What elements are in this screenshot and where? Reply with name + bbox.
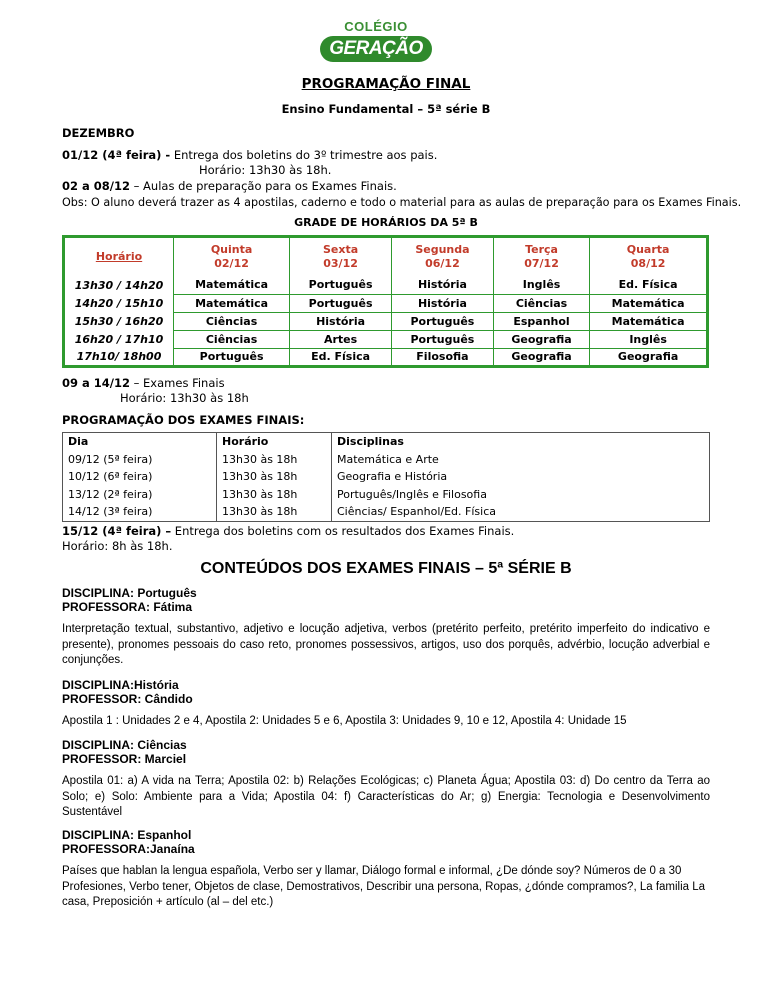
exams-period-line: 09 a 14/12 – Exames Finais bbox=[62, 376, 225, 390]
discipline-name: DISCIPLINA: Espanhol bbox=[62, 828, 192, 842]
exams-period-hours: Horário: 13h30 às 18h bbox=[120, 391, 249, 405]
schedule-header-day: Terça 07/12 bbox=[493, 237, 589, 277]
exams-subjects: Geografia e História bbox=[332, 468, 710, 486]
schedule-cell: Matemática bbox=[174, 295, 290, 313]
schedule-cell: Português bbox=[392, 313, 494, 331]
schedule-cell: Ciências bbox=[174, 331, 290, 349]
teacher-name: PROFESSOR: Cândido bbox=[62, 692, 193, 706]
schedule-cell: Geografia bbox=[493, 349, 589, 367]
schedule-table bbox=[62, 235, 709, 368]
schedule-time-cell: 13h30 / 14h20 bbox=[74, 278, 164, 292]
page-title: PROGRAMAÇÃO FINAL bbox=[301, 76, 471, 92]
discipline-ciencias bbox=[62, 738, 710, 821]
exams-time: 13h30 às 18h bbox=[217, 468, 332, 486]
exams-time: 13h30 às 18h bbox=[217, 451, 332, 469]
discipline-name: DISCIPLINA:História bbox=[62, 678, 179, 692]
schedule-cell: Português bbox=[392, 331, 494, 349]
schedule-header-day: Quinta 02/12 bbox=[174, 237, 290, 277]
note-line-1: 01/12 (4ª feira) - Entrega dos boletins do 3º trimestre aos pais. bbox=[62, 148, 438, 162]
schedule-header-time: Horário bbox=[95, 250, 143, 264]
exams-header-row bbox=[63, 433, 710, 451]
exams-subjects: Português/Inglês e Filosofia bbox=[332, 486, 710, 504]
month-heading: DEZEMBRO bbox=[62, 126, 135, 140]
discipline-name: DISCIPLINA: Português bbox=[62, 586, 197, 600]
exams-day: 10/12 (6ª feira) bbox=[63, 468, 217, 486]
school-logo bbox=[315, 20, 437, 64]
schedule-row bbox=[64, 313, 708, 331]
note-line-3: 02 a 08/12 – Aulas de preparação para os Exames Finais. bbox=[62, 179, 397, 193]
schedule-cell: Português bbox=[290, 295, 392, 313]
schedule-row bbox=[64, 295, 708, 313]
exams-table bbox=[62, 432, 710, 522]
exams-schedule-title: PROGRAMAÇÃO DOS EXAMES FINAIS: bbox=[62, 413, 305, 427]
exams-day: 09/12 (5ª feira) bbox=[63, 451, 217, 469]
discipline-portugues bbox=[62, 586, 710, 669]
schedule-cell: Geografia bbox=[493, 331, 589, 349]
schedule-cell: Matemática bbox=[590, 313, 708, 331]
schedule-cell: Inglês bbox=[590, 331, 708, 349]
exams-subjects: Matemática e Arte bbox=[332, 451, 710, 469]
schedule-header-day: Sexta 03/12 bbox=[290, 237, 392, 277]
contents-section-title: CONTEÚDOS DOS EXAMES FINAIS – 5ª SÉRIE B bbox=[200, 560, 572, 577]
page-subtitle: Ensino Fundamental – 5ª série B bbox=[281, 102, 491, 116]
exams-header-subjects: Disciplinas bbox=[332, 433, 710, 451]
discipline-historia bbox=[62, 678, 710, 730]
schedule-cell: Espanhol bbox=[493, 313, 589, 331]
exams-day: 14/12 (3ª feira) bbox=[63, 503, 217, 521]
schedule-time-cell: 15h30 / 16h20 bbox=[74, 314, 164, 328]
exams-header-time: Horário bbox=[217, 433, 332, 451]
schedule-title: GRADE DE HORÁRIOS DA 5ª B bbox=[294, 216, 478, 229]
exams-time: 13h30 às 18h bbox=[217, 503, 332, 521]
exams-day: 13/12 (2ª feira) bbox=[63, 486, 217, 504]
schedule-time-cell: 14h20 / 15h10 bbox=[74, 296, 164, 310]
results-line: 15/12 (4ª feira) – Entrega dos boletins com os resultados dos Exames Finais. bbox=[62, 524, 515, 538]
schedule-cell: História bbox=[392, 277, 494, 295]
schedule-cell: Filosofia bbox=[392, 349, 494, 367]
exams-time: 13h30 às 18h bbox=[217, 486, 332, 504]
logo-main-text: GERAÇÃO bbox=[320, 36, 432, 62]
schedule-cell: Ed. Física bbox=[590, 277, 708, 295]
schedule-cell: Ed. Física bbox=[290, 349, 392, 367]
schedule-cell: História bbox=[392, 295, 494, 313]
discipline-name: DISCIPLINA: Ciências bbox=[62, 738, 187, 752]
results-hours: Horário: 8h às 18h. bbox=[62, 539, 173, 553]
discipline-content: Apostila 01: a) A vida na Terra; Apostila 02: b) Relações Ecológicas; c) Planeta Água; Apostila 03: d) Do centro da Terra ao Solo; e) Solo: Ambiente para a Vida; Apostila 04: f) Características do Ar; g) Energia: Tecnologia e Desenvolvimento Sustentável bbox=[62, 775, 710, 818]
exams-row bbox=[63, 468, 710, 486]
discipline-content: Interpretação textual, substantivo, adjetivo e locução adjetiva, verbos (pretérito perfeito, pretérito imperfeito do indicativo e presente), pronomes pessoais do caso reto, pronomes possessivos, artigos, uso dos porquês, advérbio, locução adverbial e conjunções. bbox=[62, 623, 710, 666]
exams-row bbox=[63, 503, 710, 521]
schedule-header-day: Segunda 06/12 bbox=[392, 237, 494, 277]
exams-subjects: Ciências/ Espanhol/Ed. Física bbox=[332, 503, 710, 521]
schedule-cell: Ciências bbox=[493, 295, 589, 313]
discipline-content: Apostila 1 : Unidades 2 e 4, Apostila 2: Unidades 5 e 6, Apostila 3: Unidades 9, 10 e 12, Apostila 4: Unidade 15 bbox=[62, 715, 627, 727]
note-line-4: Obs: O aluno deverá trazer as 4 apostilas, caderno e todo o material para as aulas de preparação para os Exames Finais. bbox=[62, 196, 742, 209]
schedule-cell: Geografia bbox=[590, 349, 708, 367]
schedule-cell: Português bbox=[174, 349, 290, 367]
schedule-row bbox=[64, 277, 708, 295]
logo-top-text: COLÉGIO bbox=[344, 19, 408, 34]
schedule-header-row bbox=[64, 237, 708, 277]
schedule-cell: Matemática bbox=[590, 295, 708, 313]
note-line-2: Horário: 13h30 às 18h. bbox=[199, 163, 332, 177]
exams-row bbox=[63, 486, 710, 504]
teacher-name: PROFESSORA: Fátima bbox=[62, 600, 193, 614]
schedule-row bbox=[64, 349, 708, 367]
discipline-content: Países que hablan la lengua española, Verbo ser y llamar, Diálogo formal e informal, ¿De dónde soy? Números de 0 a 30 Profesiones, Verbo tener, Objetos de clase, Demostrativos, Describir una persona, Ropas, ¿dónde compramos?, La familia La casa, Preposición + artículo (al – del etc.) bbox=[62, 865, 706, 908]
teacher-name: PROFESSORA:Janaína bbox=[62, 842, 195, 856]
teacher-name: PROFESSOR: Marciel bbox=[62, 752, 187, 766]
schedule-cell: Artes bbox=[290, 331, 392, 349]
schedule-cell: Português bbox=[290, 277, 392, 295]
schedule-cell: Inglês bbox=[493, 277, 589, 295]
schedule-time-cell: 16h20 / 17h10 bbox=[74, 332, 164, 346]
schedule-row bbox=[64, 331, 708, 349]
discipline-espanhol bbox=[62, 828, 710, 911]
schedule-cell: Ciências bbox=[174, 313, 290, 331]
schedule-time-cell: 17h10/ 18h00 bbox=[76, 349, 162, 363]
exams-header-day: Dia bbox=[63, 433, 217, 451]
schedule-header-day: Quarta 08/12 bbox=[590, 237, 708, 277]
schedule-cell: Matemática bbox=[174, 277, 290, 295]
schedule-cell: História bbox=[290, 313, 392, 331]
exams-row bbox=[63, 451, 710, 469]
